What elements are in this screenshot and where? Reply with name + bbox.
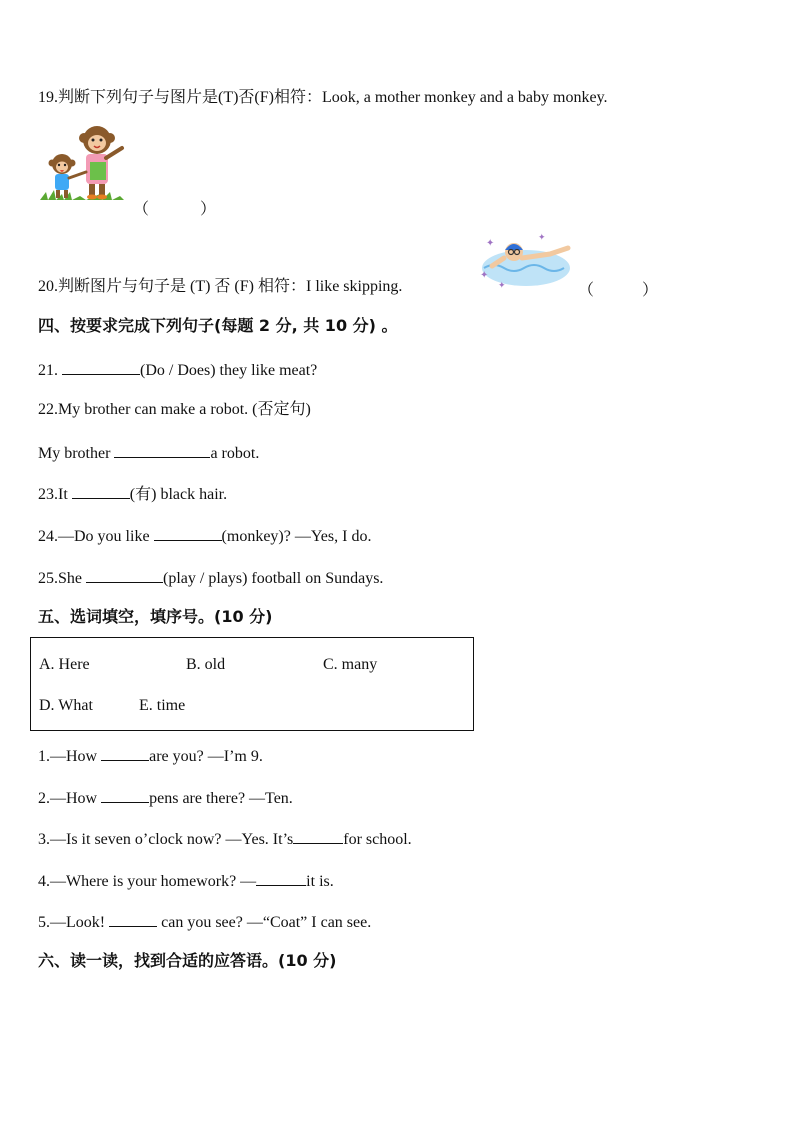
- fill-question-3-start: 3.—Is it seven o’clock now? —Yes. It’s: [38, 831, 294, 848]
- question-23-end: (有) black hair.: [129, 486, 228, 503]
- question-25: [38, 567, 383, 589]
- swimmer-image: [478, 228, 574, 292]
- question-22-answer-start: My brother: [38, 445, 111, 462]
- answer-blank[interactable]: [86, 567, 163, 583]
- option-c: C. many: [323, 656, 378, 673]
- section-4-title: 四、按要求完成下列句子(每题 2 分, 共 10 分) 。: [38, 316, 398, 335]
- fill-question-3: [38, 828, 412, 850]
- fill-question-5: [38, 911, 371, 933]
- question-22: 22.My brother can make a robot. (否定句): [38, 401, 311, 418]
- monkeys-image: [40, 122, 130, 204]
- answer-blank[interactable]: [293, 828, 343, 844]
- fill-question-2-start: 2.—How: [38, 790, 98, 807]
- fill-question-1-end: are you? —I’m 9.: [149, 748, 263, 765]
- svg-text:✦: ✦: [480, 270, 489, 281]
- fill-question-5-end: can you see? —“Coat” I can see.: [161, 914, 372, 931]
- section-6-title: 六、读一读，找到合适的应答语。(10 分): [38, 951, 337, 970]
- question-22-answer: [38, 442, 259, 464]
- question-24-start: 24.—Do you like: [38, 528, 150, 545]
- answer-paren-open-19: （: [133, 201, 150, 218]
- question-19-text: 19.判断下列句子与图片是(T)否(F)相符：Look, a mother monkey and a baby monkey.: [38, 89, 608, 106]
- answer-blank[interactable]: [154, 525, 222, 541]
- answer-paren-close-20: ）: [642, 282, 659, 299]
- question-25-end: (play / plays) football on Sundays.: [163, 570, 384, 587]
- option-d: D. What: [39, 697, 93, 714]
- answer-blank[interactable]: [62, 359, 140, 375]
- fill-question-2-end: pens are there? —Ten.: [149, 790, 293, 807]
- section-5-title: 五、选词填空，填序号。(10 分): [38, 607, 273, 626]
- answer-blank[interactable]: [256, 870, 306, 886]
- option-b: B. old: [186, 656, 226, 673]
- answer-paren-close-19: ）: [200, 201, 217, 218]
- answer-blank[interactable]: [114, 442, 210, 458]
- question-25-start: 25.She: [38, 570, 82, 587]
- question-21: [38, 359, 317, 381]
- svg-text:✦: ✦: [486, 238, 495, 249]
- question-24: [38, 525, 371, 547]
- fill-question-5-start: 5.—Look!: [38, 914, 106, 931]
- svg-text:✦: ✦: [498, 281, 506, 291]
- fill-question-4-end: it is.: [306, 873, 334, 890]
- answer-paren-open-20: （: [578, 282, 595, 299]
- word-options-box: [30, 637, 474, 731]
- question-23: [38, 483, 227, 505]
- question-24-end: (monkey)? —Yes, I do.: [221, 528, 372, 545]
- answer-blank[interactable]: [101, 745, 149, 761]
- question-23-start: 23.It: [38, 486, 68, 503]
- answer-blank[interactable]: [72, 483, 130, 499]
- question-20-text: 20.判断图片与句子是 (T) 否 (F) 相符：I like skipping.: [38, 278, 403, 295]
- option-e: E. time: [139, 697, 186, 714]
- fill-question-2: [38, 787, 293, 809]
- svg-text:✦: ✦: [538, 233, 546, 243]
- fill-question-1: [38, 745, 263, 767]
- fill-question-4: [38, 870, 334, 892]
- answer-blank[interactable]: [101, 787, 149, 803]
- question-21-rest: (Do / Does) they like meat?: [140, 362, 318, 379]
- question-21-number: 21.: [38, 362, 58, 379]
- fill-question-3-end: for school.: [343, 831, 412, 848]
- answer-blank[interactable]: [109, 911, 157, 927]
- question-22-answer-end: a robot.: [210, 445, 260, 462]
- fill-question-1-start: 1.—How: [38, 748, 98, 765]
- option-a: A. Here: [39, 656, 90, 673]
- fill-question-4-start: 4.—Where is your homework? —: [38, 873, 257, 890]
